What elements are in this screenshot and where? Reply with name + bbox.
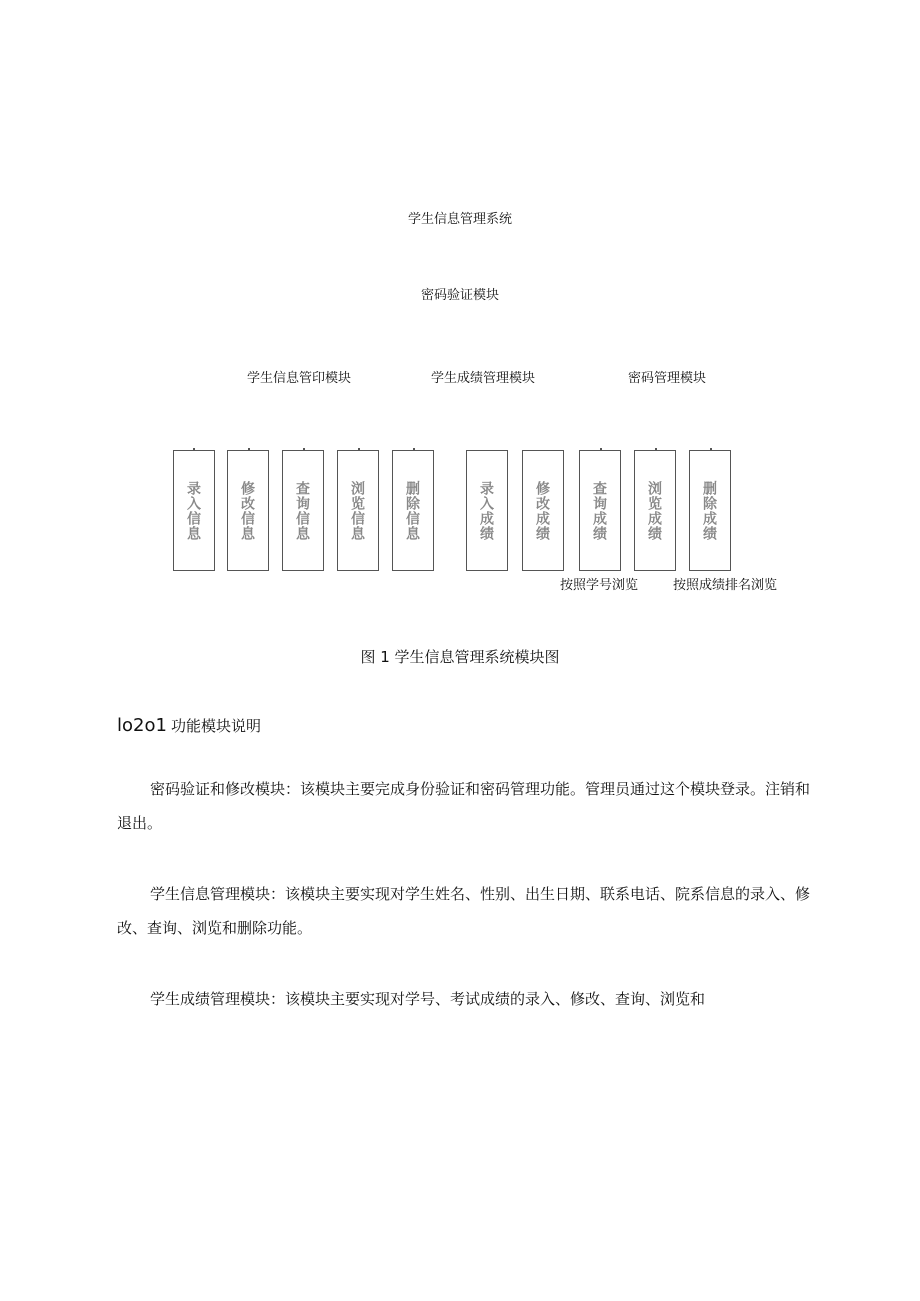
module-box-score-query	[579, 450, 621, 571]
module-box-info-edit	[227, 450, 269, 571]
group-label-password: 密码管理模块	[628, 371, 707, 386]
module-box-score-entry	[466, 450, 508, 571]
module-box-info-query	[282, 450, 324, 571]
module-box-info-delete	[392, 450, 434, 571]
diagram-title: 学生信息管理系统	[407, 212, 512, 227]
module-box-score-browse	[634, 450, 676, 571]
module-box-score-delete	[689, 450, 731, 571]
group-label-info: 学生信息管印模块	[247, 371, 352, 386]
module-box-label: 浏览成绩	[646, 481, 662, 541]
group-label-score: 学生成绩管理模块	[431, 371, 536, 386]
module-box-label: 查询信息	[294, 481, 310, 541]
paragraph-info-module: 学生信息管理模块：该模块主要实现对学生姓名、性别、出生日期、联系电话、院系信息的录入、修改、查询、浏览和删除功能。	[117, 885, 811, 937]
module-box-score-edit	[522, 450, 564, 571]
module-box-label: 录入成绩	[478, 481, 494, 541]
module-box-info-browse	[337, 450, 379, 571]
module-box-label: 修改成绩	[534, 481, 550, 541]
module-box-label: 修改信息	[239, 481, 255, 541]
section-title: 功能模块说明	[170, 717, 261, 735]
paragraph-password-module: 密码验证和修改模块：该模块主要完成身份验证和密码管理功能。管理员通过这个模块登录。注销和退出。	[117, 780, 811, 832]
module-box-label: 删除信息	[404, 481, 420, 541]
section-heading	[117, 715, 261, 736]
module-box-label: 查询成绩	[591, 481, 607, 541]
module-box-label: 浏览信息	[349, 481, 365, 541]
module-box-info-entry	[173, 450, 215, 571]
note-browse-by-id: 按照学号浏览	[560, 578, 639, 593]
paragraph-score-module: 学生成绩管理模块：该模块主要实现对学号、考试成绩的录入、修改、查询、浏览和	[150, 990, 706, 1008]
figure-caption: 图 1 学生信息管理系统模块图	[360, 648, 560, 666]
module-box-label: 录入信息	[185, 481, 201, 541]
login-module-label: 密码验证模块	[420, 288, 499, 303]
module-box-label: 删除成绩	[701, 481, 717, 541]
note-browse-by-rank: 按照成绩排名浏览	[673, 578, 778, 593]
section-number: lo2o1	[117, 715, 167, 736]
